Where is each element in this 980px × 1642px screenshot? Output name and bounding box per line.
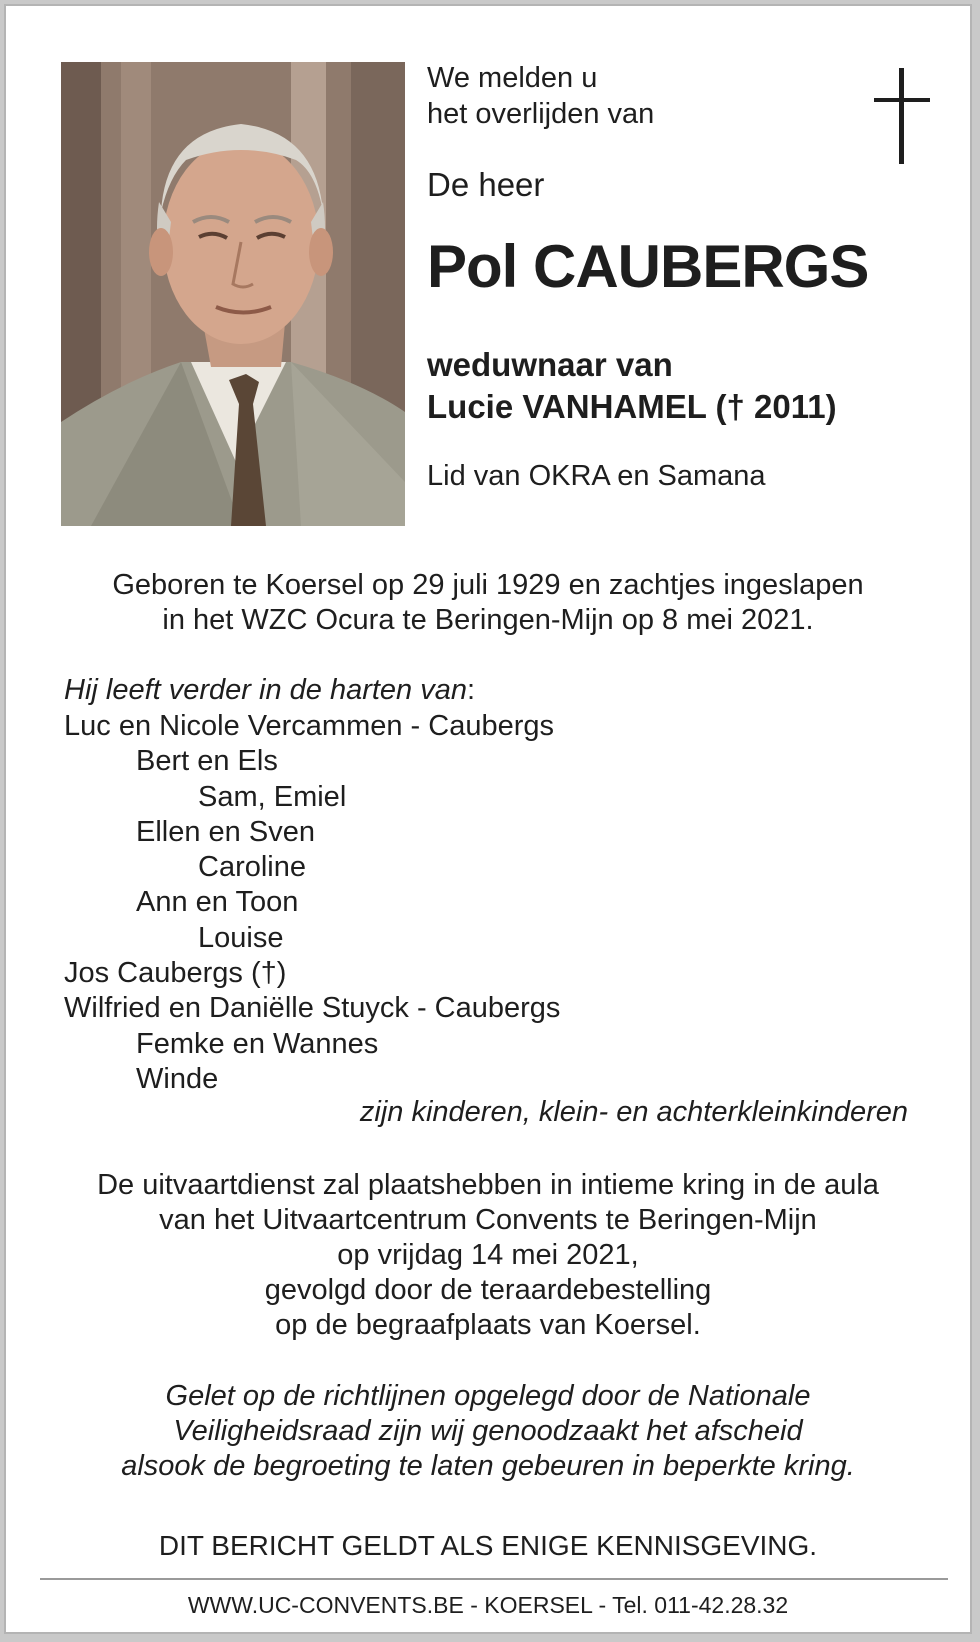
family-caption: zijn kinderen, klein- en achterkleinkinderen — [359, 1096, 908, 1128]
portrait-photo — [61, 62, 405, 526]
widower-info — [427, 344, 837, 428]
lives-on-label: Hij leeft verder in de harten van — [64, 674, 467, 706]
portrait-illustration — [61, 62, 405, 526]
birth-death-info — [6, 568, 970, 638]
honorific: De heer — [427, 166, 545, 203]
intro-line-1: We melden u — [427, 62, 598, 94]
lives-on-heading — [64, 674, 475, 707]
notice-line-3: alsook de begroeting te laten gebeuren in beperkte kring. — [121, 1450, 855, 1482]
lives-on-colon: : — [467, 674, 476, 706]
family-member: Luc en Nicole Vercammen - Caubergs — [64, 710, 555, 742]
service-line-1: De uitvaartdienst zal plaatshebben in intieme kring in de aula — [97, 1169, 879, 1201]
family-member: Louise — [198, 921, 284, 954]
service-line-2: van het Uitvaartcentrum Convents te Beringen-Mijn — [159, 1204, 817, 1236]
born-line-1: Geboren te Koersel op 29 juli 1929 en zachtjes ingeslapen — [112, 569, 864, 601]
covid-notice — [6, 1379, 970, 1484]
footer-divider — [40, 1578, 948, 1580]
service-line-5: op de begraafplaats van Koersel. — [275, 1309, 701, 1341]
service-line-3: op vrijdag 14 mei 2021, — [337, 1239, 639, 1271]
widower-line-2: Lucie VANHAMEL († 2011) — [427, 388, 837, 425]
obituary-card — [4, 4, 972, 1634]
family-list — [64, 709, 560, 1097]
family-member: Sam, Emiel — [198, 780, 347, 813]
funeral-service-info — [6, 1168, 970, 1343]
cross-icon — [874, 68, 930, 164]
notice-line-2: Veiligheidsraad zijn wij genoodzaakt het afscheid — [173, 1415, 803, 1447]
family-member: Bert en Els — [136, 745, 278, 778]
announcement-intro — [427, 60, 654, 132]
family-member: Winde — [136, 1062, 219, 1095]
service-line-4: gevolgd door de teraardebestelling — [264, 1274, 712, 1306]
widower-line-1: weduwnaar van — [427, 346, 673, 383]
footer-contact: WWW.UC-CONVENTS.BE - KOERSEL - Tel. 011-42.28.32 — [187, 1592, 789, 1618]
family-member: Femke en Wannes — [136, 1027, 379, 1060]
family-member: Caroline — [198, 851, 306, 884]
family-member: Ellen en Sven — [136, 815, 315, 848]
born-line-2: in het WZC Ocura te Beringen-Mijn op 8 mei 2021. — [162, 604, 814, 636]
membership: Lid van OKRA en Samana — [427, 460, 766, 492]
deceased-name: Pol CAUBERGS — [427, 233, 869, 300]
notice-line-1: Gelet op de richtlijnen opgelegd door de Nationale — [165, 1380, 811, 1412]
family-member: Jos Caubergs (†) — [64, 957, 287, 990]
family-member: Ann en Toon — [136, 886, 299, 919]
final-notice: DIT BERICHT GELDT ALS ENIGE KENNISGEVING. — [158, 1530, 818, 1561]
family-member: Wilfried en Daniëlle Stuyck - Caubergs — [64, 992, 561, 1025]
intro-line-2: het overlijden van — [427, 98, 655, 130]
